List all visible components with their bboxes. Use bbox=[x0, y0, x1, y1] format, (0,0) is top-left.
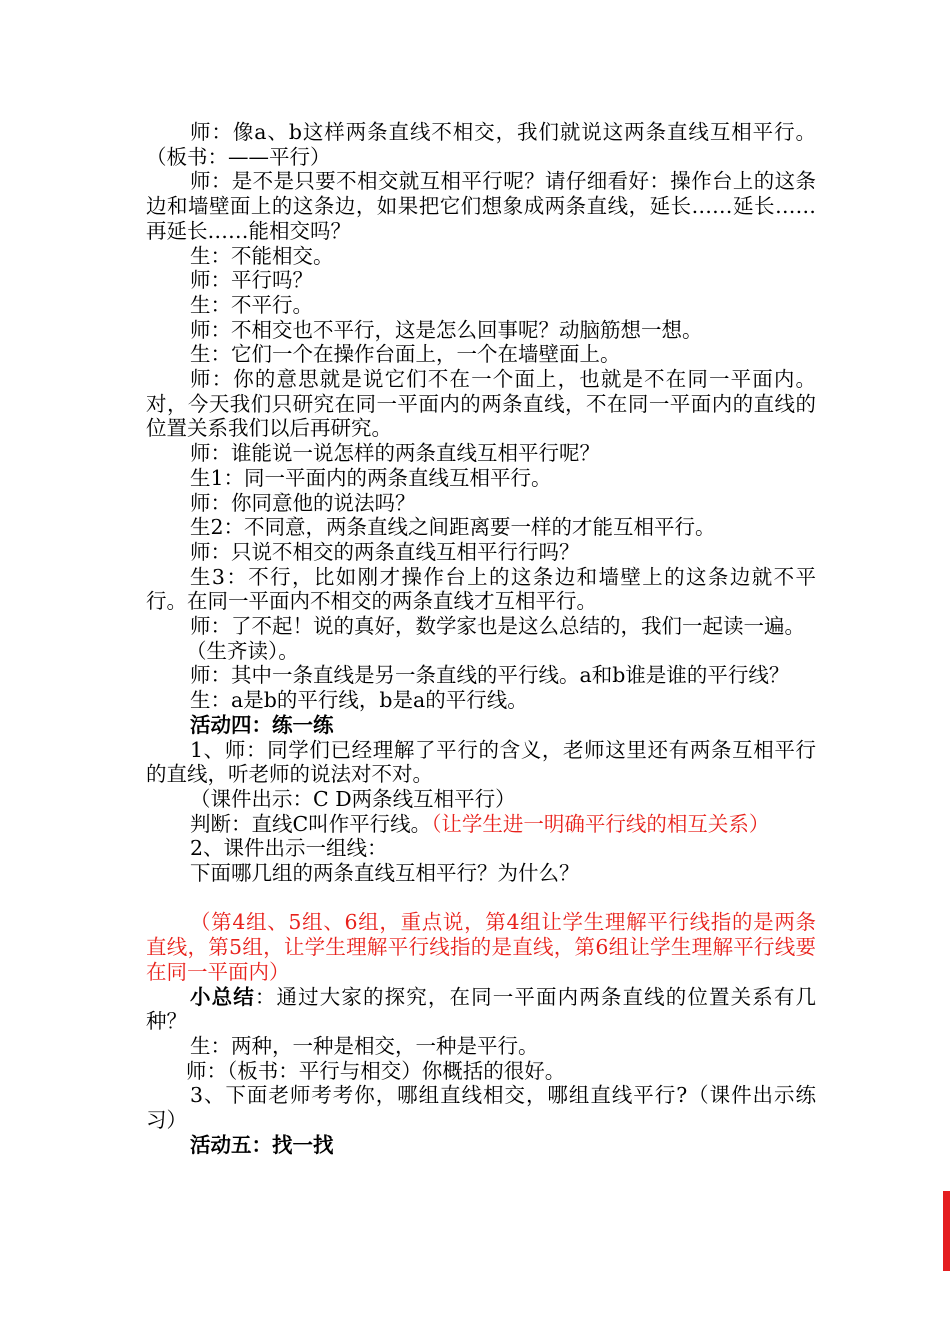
summary-label: 小总结 bbox=[190, 984, 255, 1009]
paragraph: （生齐读）。 bbox=[186, 638, 299, 663]
teacher-note: （让学生进一明确平行线的相互关系） bbox=[431, 811, 770, 836]
page-edge-marker bbox=[943, 1191, 950, 1271]
paragraph: 生：两种，一种是相交，一种是平行。 bbox=[190, 1034, 539, 1058]
paragraph: 生1：同一平面内的两条直线互相平行。 bbox=[190, 465, 552, 490]
paragraph: 师：你的意思就是说它们不在一个面上，也就是不在同一平面内。对，今天我们只研究在同一平面内的两条直线，不在同一平面内的直线的位置关系我们以后再研究。 bbox=[146, 367, 816, 441]
paragraph: 3、下面老师考考你，哪组直线相交，哪组直线平行?（课件出示练习） bbox=[146, 1083, 816, 1133]
paragraph: 师：是不是只要不相交就互相平行呢？请仔细看好：操作台上的这条边和墙壁面上的这条边，如果把它们想象成两条直线，延长……延长……再延长……能相交吗？ bbox=[146, 169, 816, 243]
paragraph: 生2：不同意，两条直线之间距离要一样的才能互相平行。 bbox=[190, 515, 716, 540]
paragraph: 师：了不起！说的真好，数学家也是这么总结的，我们一起读一遍。 bbox=[190, 614, 805, 639]
paragraph: 师：像a、b这样两条直线不相交，我们就说这两条直线互相平行。（板书：——平行） bbox=[146, 120, 816, 169]
paragraph: 师：（板书：平行与相交）你概括的很好。 bbox=[186, 1058, 566, 1083]
paragraph: 生：不能相交。 bbox=[190, 243, 334, 268]
paragraph-mixed bbox=[146, 812, 816, 837]
paragraph: （课件出示：C D两条线互相平行） bbox=[190, 786, 516, 811]
document-body bbox=[146, 120, 816, 1158]
paragraph: 生：a是b的平行线，b是a的平行线。 bbox=[190, 688, 528, 713]
section-heading-activity-4: 活动四：练一练 bbox=[190, 712, 334, 737]
paragraph: 生：它们一个在操作台面上，一个在墙壁面上。 bbox=[190, 342, 621, 367]
paragraph: 师：平行吗？ bbox=[190, 268, 313, 293]
paragraph: 师：其中一条直线是另一条直线的平行线。a和b谁是谁的平行线？ bbox=[190, 663, 790, 688]
paragraph: 师：你同意他的说法吗？ bbox=[190, 490, 416, 515]
paragraph: 下面哪几组的两条直线互相平行？为什么？ bbox=[190, 861, 580, 886]
paragraph: 生：不平行。 bbox=[190, 292, 313, 317]
paragraph: 2、课件出示一组线： bbox=[190, 836, 388, 861]
paragraph-text: 判断：直线C叫作平行线。 bbox=[190, 811, 432, 836]
paragraph: 1、师：同学们已经理解了平行的含义，老师这里还有两条互相平行的直线，听老师的说法对不对。 bbox=[146, 737, 816, 787]
paragraph: 师：只说不相交的两条直线互相平行行吗？ bbox=[190, 539, 580, 564]
paragraph-text: ：通过大家的探究，在同一平面内两条直线的位置关系有几种？ bbox=[146, 984, 816, 1034]
section-heading-activity-5: 活动五：找一找 bbox=[190, 1132, 334, 1157]
teacher-note: （第4组、5组、6组，重点说，第4组让学生理解平行线指的是两条直线，第5组，让学生理解平行线指的是直线，第6组让学生理解平行线要在同一平面内） bbox=[146, 910, 816, 984]
paragraph: 生3：不行，比如刚才操作台上的这条边和墙壁上的这条边就不平行。在同一平面内不相交的两条直线才互相平行。 bbox=[146, 564, 816, 614]
blank-line bbox=[146, 886, 816, 911]
paragraph-mixed bbox=[146, 985, 816, 1034]
paragraph: 师：不相交也不平行，这是怎么回事呢？动脑筋想一想。 bbox=[190, 317, 703, 342]
paragraph: 师：谁能说一说怎样的两条直线互相平行呢？ bbox=[190, 441, 600, 466]
